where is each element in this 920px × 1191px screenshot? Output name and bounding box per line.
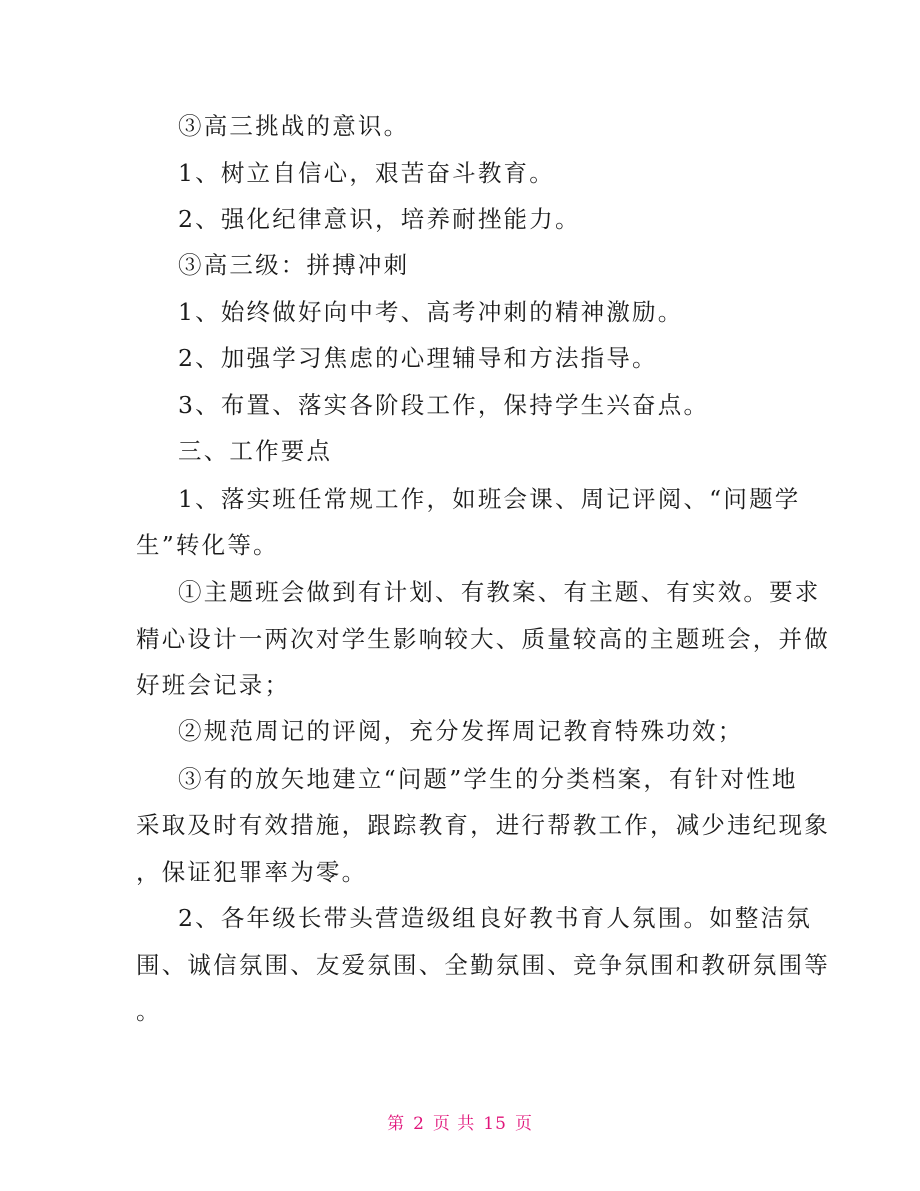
text-line: 2、加强学习焦虑的心理辅导和方法指导。 — [178, 344, 658, 372]
text-line: ②规范周记的评阅，充分发挥周记教育特殊功效； — [178, 717, 744, 745]
text-line: 2、强化纪律意识，培养耐挫能力。 — [178, 205, 581, 233]
text-line: 3、布置、落实各阶段工作，保持学生兴奋点。 — [178, 391, 710, 419]
text-line: 1、树立自信心，艰苦奋斗教育。 — [178, 159, 555, 187]
text-line: ，保证犯罪率为零。 — [136, 858, 368, 886]
text-line: ①主题班会做到有计划、有教案、有主题、有实效。要求 — [178, 578, 821, 606]
text-line: ③高三挑战的意识。 — [178, 112, 410, 140]
text-line: 好班会记录； — [136, 671, 291, 699]
text-line: 1、始终做好向中考、高考冲刺的精神激励。 — [178, 298, 684, 326]
text-line: 生”转化等。 — [136, 531, 279, 559]
text-line: ③有的放矢地建立“问题”学生的分类档案，有针对性地 — [178, 765, 798, 793]
footer-prefix: 第 — [387, 1114, 406, 1134]
text-line: 精心设计一两次对学生影响较大、质量较高的主题班会，并做 — [136, 625, 830, 653]
footer-middle: 页 共 — [432, 1114, 476, 1134]
footer-page-number: 2 — [413, 1114, 425, 1134]
text-line: 。 — [136, 997, 162, 1025]
text-line: 2、各年级长带头营造级组良好教书育人氛围。如整洁氛 — [178, 904, 812, 932]
text-line: 围、诚信氛围、友爱氛围、全勤氛围、竞争氛围和教研氛围等 — [136, 951, 830, 979]
footer-suffix: 页 — [514, 1114, 533, 1134]
text-line: 1、落实班任常规工作，如班会课、周记评阅、“问题学 — [178, 485, 801, 513]
text-line: ③高三级：拼搏冲刺 — [178, 251, 410, 279]
footer-total-pages: 15 — [483, 1114, 507, 1134]
text-line: 采取及时有效措施，跟踪教育，进行帮教工作，减少违纪现象 — [136, 811, 830, 839]
section-heading: 三、工作要点 — [178, 437, 333, 465]
page-footer — [0, 1112, 920, 1136]
